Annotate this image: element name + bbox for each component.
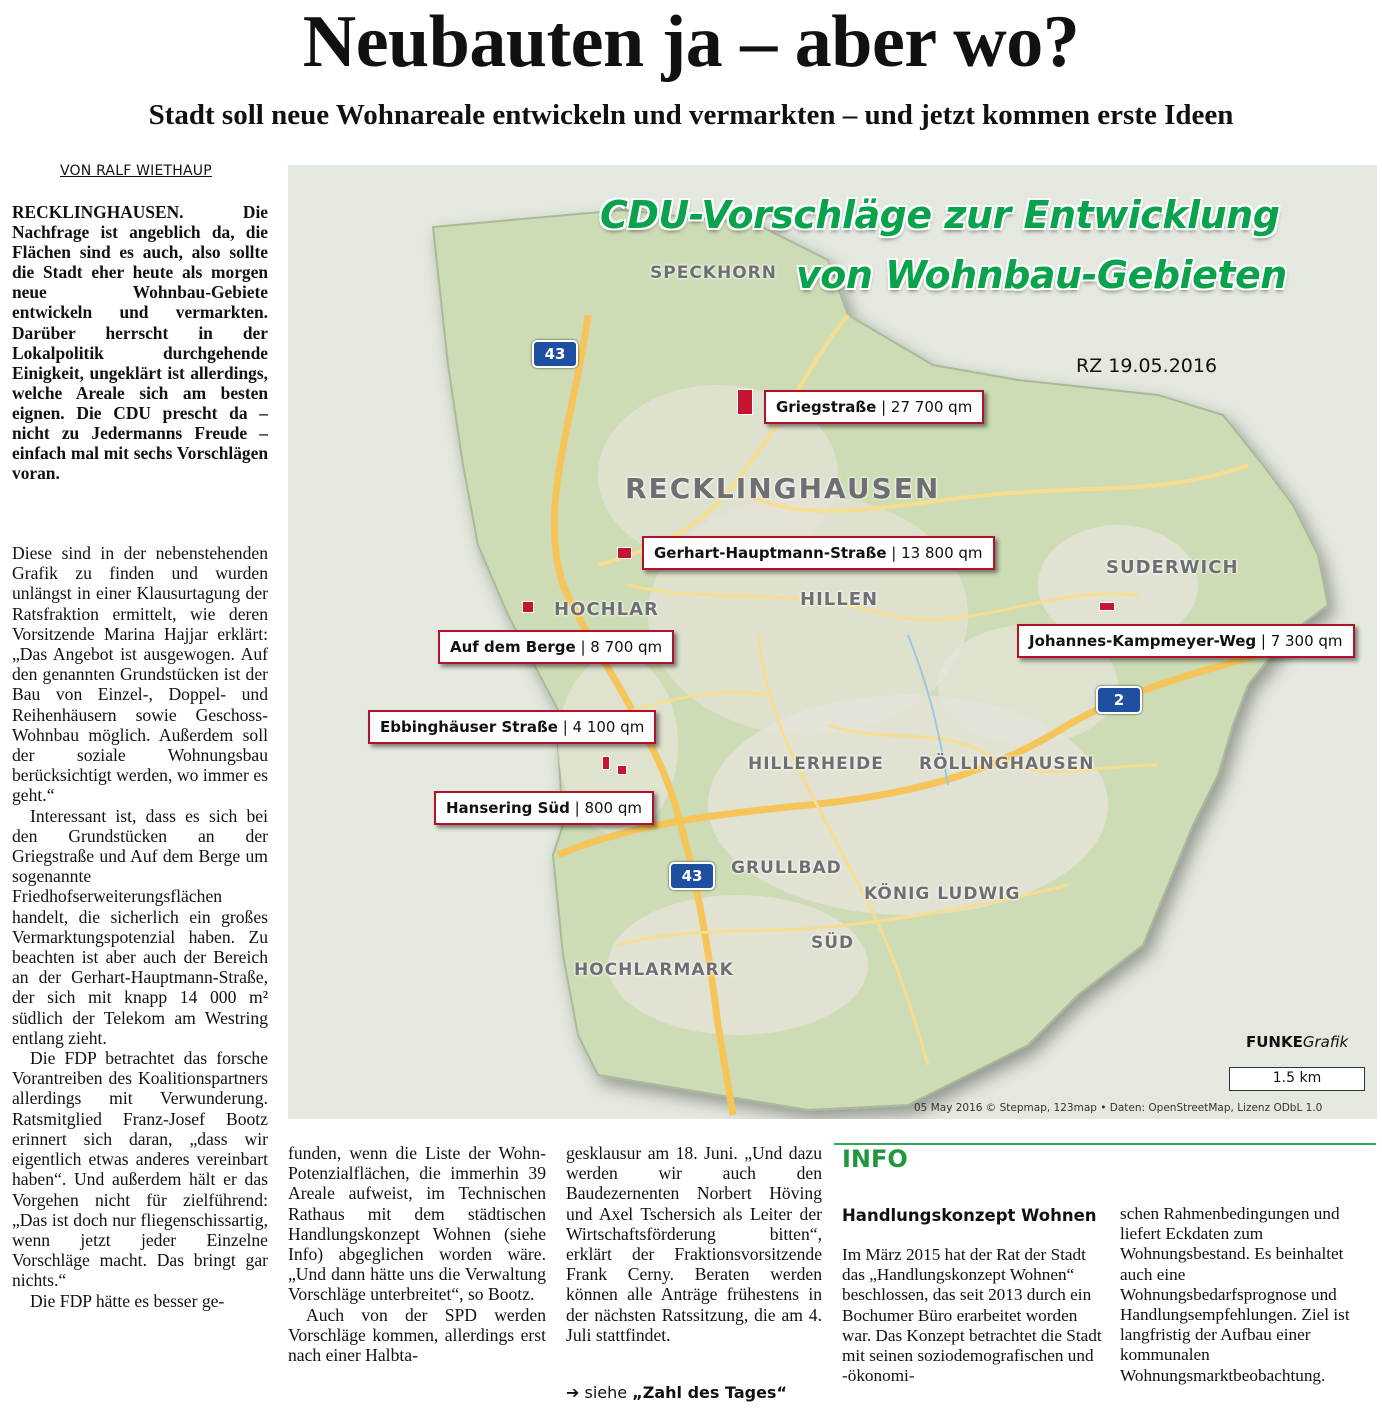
see-also-reference[interactable]	[566, 1383, 787, 1402]
see-also-prefix: ➔ siehe	[566, 1383, 628, 1402]
a43-shield-south: 43	[669, 862, 715, 890]
site-marker-hansering	[617, 765, 627, 775]
district-koenig-ludwig: KÖNIG LUDWIG	[864, 884, 1021, 904]
info-divider	[834, 1143, 1376, 1145]
column-3	[566, 1143, 822, 1345]
info-text: schen Rahmenbedingungen und liefert Eckdaten zum Wohnungsbestand. Es beinhaltet auch eine Wohnungsbedarfsprognose und Handlungsempfehlungen. Ziel ist langfristig der Aufbau einer kommunalen Wohnungsmarktbeobachtung.	[1120, 1204, 1350, 1385]
site-marker-auf-dem-berge	[522, 601, 534, 613]
district-grullbad: GRULLBAD	[731, 858, 842, 878]
site-label-hansering: Hansering Süd | 800 qm	[434, 791, 654, 825]
column-1-upper	[12, 543, 268, 1311]
site-label-gerhart-hauptmann: Gerhart-Hauptmann-Straße | 13 800 qm	[642, 536, 995, 570]
headline: Neubauten ja – aber wo?	[302, 1, 1080, 83]
site-label-ebbinghaeuser: Ebbinghäuser Straße | 4 100 qm	[368, 710, 656, 744]
site-label-auf-dem-berge: Auf dem Berge | 8 700 qm	[438, 630, 674, 664]
site-marker-griegstrasse	[737, 389, 753, 415]
scale-bar: 1.5 km	[1229, 1067, 1365, 1091]
district-sued: SÜD	[811, 933, 855, 953]
byline: VON RALF WIETHAUP	[60, 163, 212, 179]
date-stamp: RZ 19.05.2016	[1076, 355, 1218, 377]
district-hillen: HILLEN	[800, 589, 879, 610]
see-also-link[interactable]: „Zahl des Tages“	[632, 1383, 787, 1402]
subheadline: Stadt soll neue Wohnareale entwickeln und vermarkten – und jetzt kommen erste Ideen	[148, 99, 1234, 131]
brand-logo: FUNKEGrafik	[1246, 1033, 1349, 1051]
map-credit: 05 May 2016 © Stepmap, 123map • Daten: OpenStreetMap, Lizenz ODbL 1.0	[914, 1102, 1323, 1114]
col1-paragraph: Interessant ist, dass es sich bei den Grundstücken an der Griegstraße und Auf dem Berge um sogenannte Friedhofserweiterungsflächen handelt, die sicherlich ein großes Vermarktungspotenzial haben. Zu beachten ist aber auch der Bereich an der Gerhart-Hauptmann-Straße, der sich mit knapp 14 000 m² südlich der Telekom am Westring entlang zieht.	[12, 805, 268, 1048]
lead-paragraph: RECKLINGHAUSEN. Die Nachfrage ist angeblich da, die Flächen sind es auch, also sollte die Stadt eher heute als morgen neue Wohnbau-Gebiete entwickeln und vermarkten. Darüber herrscht in der Lokalpolitik durchgehende Einigkeit, ungeklärt ist allerdings, welche Areale sich am besten eignen. Die CDU prescht da – nicht zu Jedermanns Freude – einfach mal mit sechs Vorschlägen voran.	[12, 202, 268, 484]
col1-paragraph: Die FDP hätte es besser ge-	[30, 1290, 225, 1311]
column-2	[288, 1143, 546, 1365]
a2-shield: 2	[1096, 686, 1142, 714]
site-marker-ebbinghaeuser	[602, 756, 610, 770]
map-graphic	[288, 165, 1377, 1119]
district-hochlarmark: HOCHLARMARK	[574, 960, 734, 980]
col2-paragraph: Auch von der SPD werden Vorschläge kommen, allerdings erst nach einer Halbta-	[288, 1304, 546, 1366]
info-heading: Handlungskonzept Wohnen	[842, 1206, 1097, 1225]
info-text: Im März 2015 hat der Rat der Stadt das „Handlungskonzept Wohnen“ beschlossen, das seit 2013 durch ein Bochumer Büro erarbeitet worden war. Das Konzept betrachtet die Stadt mit seinen soziodemografischen und -ökonomi-	[842, 1245, 1102, 1386]
site-marker-johannes-kampmeyer	[1099, 602, 1115, 611]
info-label: INFO	[842, 1145, 908, 1173]
info-column-1	[842, 1245, 1108, 1386]
map-title-line-1: CDU-Vorschläge zur Entwicklung	[600, 193, 1280, 237]
site-label-johannes-kampmeyer: Johannes-Kampmeyer-Weg | 7 300 qm	[1017, 624, 1355, 658]
col2-paragraph: funden, wenn die Liste der Wohn-Potenzialflächen, die immerhin 39 Areale aufweist, im Technischen Rathaus mit dem städtischen Handlungskonzept Wohnen (siehe Info) abgeglichen worden wäre. „Und dann hätte uns die Verwaltung Vorschläge unterbreitet“, so Bootz.	[288, 1143, 546, 1305]
district-speckhorn: SPECKHORN	[650, 263, 777, 283]
col1-paragraph: Diese sind in der nebenstehenden Grafik zu finden und wurden unlängst in einer Klausurtagung der Ratsfraktion ermittelt, wie deren Vorsitzende Marina Hajjar erklärt: „Das Angebot ist ausgewogen. Auf den genannten Grundstücken ist der Bau von Einzel-, Doppel- und Reihenhäusern sowie Geschoss-Wohnbau möglich. Außerdem soll der soziale Wohnungsbau berücksichtigt werden, wo immer es geht.“	[12, 543, 268, 806]
col3-paragraph: gesklausur am 18. Juni. „Und dazu werden wir auch den Baudezernenten Norbert Höving und Axel Tschersich als Leiter der Wirtschaftsförderung bitten“, erklärt der Fraktionsvorsitzende Frank Cerny. Beraten werden können alle Anträge frühestens in der nächsten Ratssitzung, die am 4. Juli stattfindet.	[566, 1143, 822, 1345]
map-title-line-2: von Wohnbau-Gebieten	[796, 253, 1287, 297]
district-recklinghausen: RECKLINGHAUSEN	[625, 472, 941, 505]
col1-paragraph: Die FDP betrachtet das forsche Vorantreiben des Koalitionspartners allerdings mit Verwunderung. Ratsmitglied Franz-Josef Bootz erinnert sich daran, „dass wir eigentlich etwas anderes vereinbart haben“. Und außerdem hält er das Vorgehen nicht für zielführend: „Das ist doch nur fliegenschissartig, wenn jetzt jeder Einzelne Vorschläge macht. Das bringt gar nichts.“	[12, 1048, 268, 1291]
site-marker-gerhart-hauptmann	[617, 547, 632, 559]
district-roellinghausen: RÖLLINGHAUSEN	[919, 754, 1095, 774]
a43-shield-north: 43	[532, 340, 578, 368]
district-hillerheide: HILLERHEIDE	[748, 754, 884, 774]
district-suderwich: SUDERWICH	[1106, 557, 1239, 578]
district-hochlar: HOCHLAR	[554, 599, 659, 620]
info-column-2	[1120, 1204, 1368, 1386]
site-label-griegstrasse: Griegstraße | 27 700 qm	[764, 390, 984, 424]
